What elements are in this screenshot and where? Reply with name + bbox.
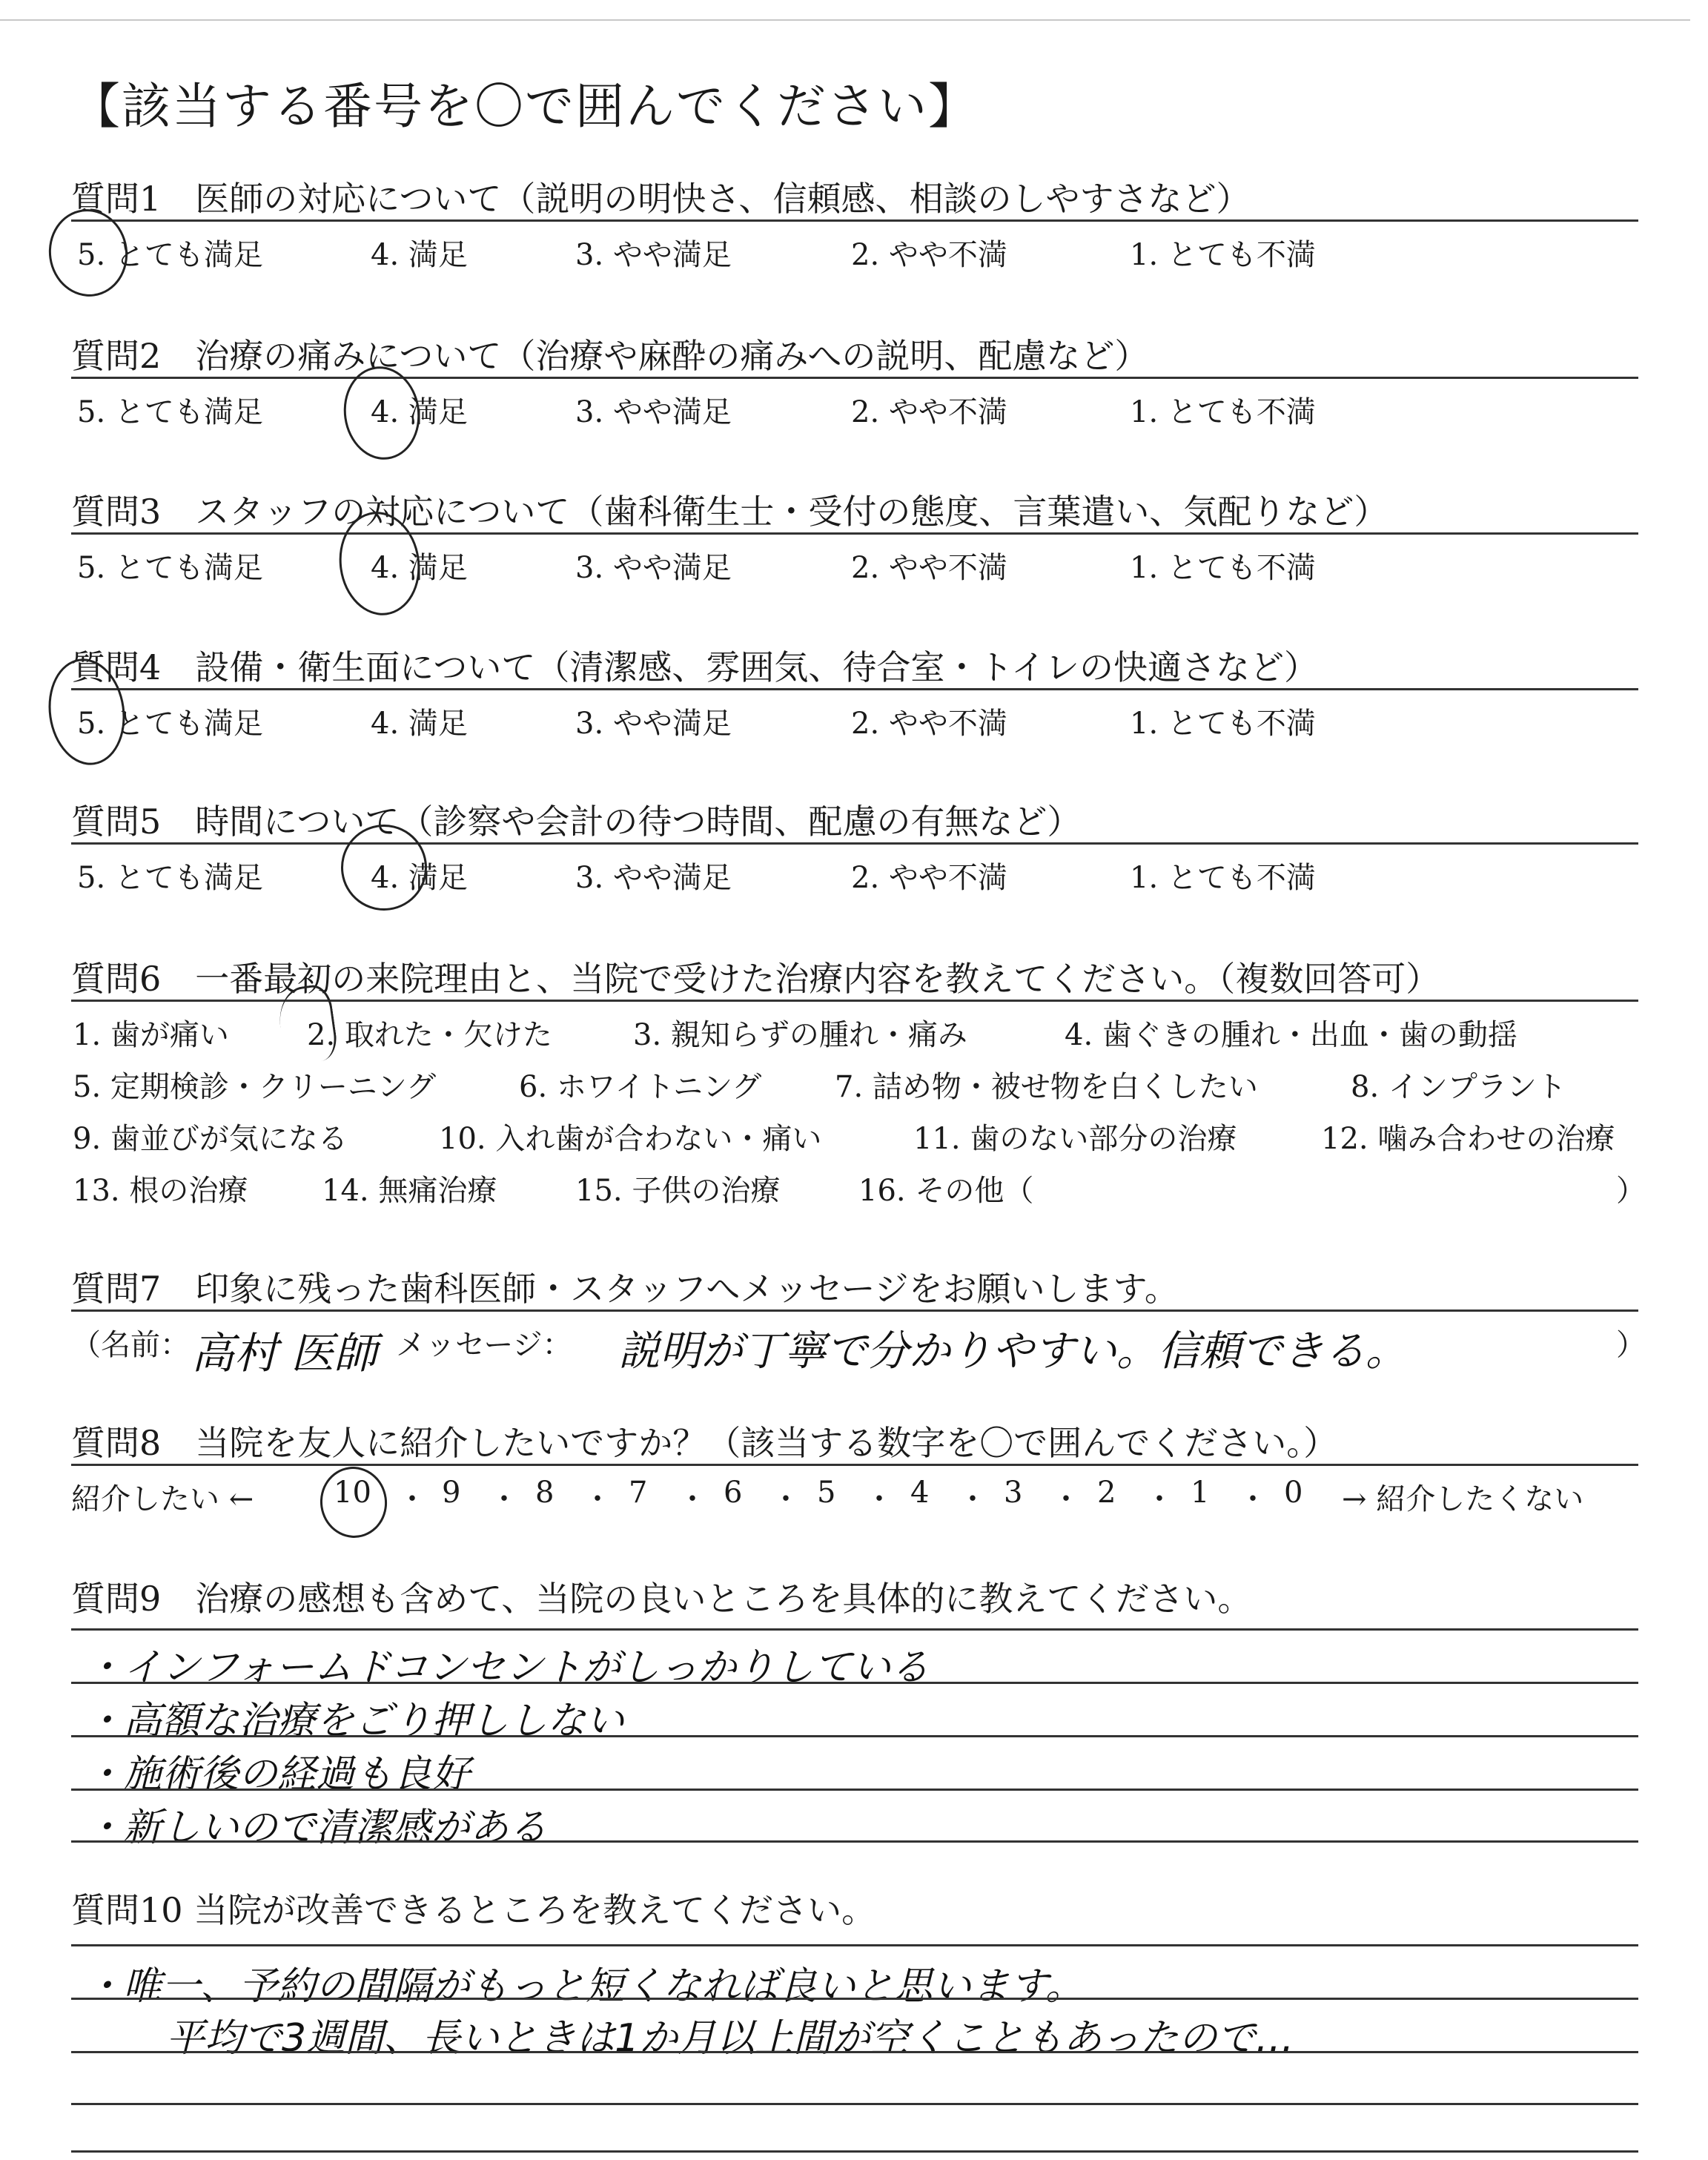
q1-option-1[interactable]: 1. とても不満 xyxy=(1130,238,1316,272)
q10-line xyxy=(71,2103,1638,2105)
q3-rule xyxy=(71,532,1638,535)
q3-option-1[interactable]: 1. とても不満 xyxy=(1130,551,1316,585)
q6-option-10[interactable]: 10. 入れ歯が合わない・痛い xyxy=(439,1122,822,1156)
q6-title: 質問6 一番最初の来院理由と、当院で受けた治療内容を教えてください。（複数回答可） xyxy=(71,959,1440,999)
q8-separator: ・ xyxy=(397,1482,427,1516)
q8-separator: ・ xyxy=(864,1482,894,1516)
q8-separator: ・ xyxy=(678,1482,707,1516)
q8-scale-5[interactable]: 5 xyxy=(817,1476,836,1510)
q8-selection-circle xyxy=(316,1462,391,1542)
q6-option-1[interactable]: 1. 歯が痛い xyxy=(73,1018,229,1052)
q2-option-3[interactable]: 3. やや満足 xyxy=(575,395,732,429)
q9-line xyxy=(71,1840,1638,1843)
q10-line xyxy=(71,2051,1638,2053)
q3-title: 質問3 スタッフの対応について（歯科衛生士・受付の態度、言葉遣い、気配りなど） xyxy=(71,492,1388,532)
q7-name-handwriting[interactable]: 高村 医師 xyxy=(191,1328,377,1378)
q6-option-4[interactable]: 4. 歯ぐきの腫れ・出血・歯の動揺 xyxy=(1065,1018,1517,1052)
form-header: 【該当する番号を〇で囲んでください】 xyxy=(71,78,979,135)
q6-option-15[interactable]: 15. 子供の治療 xyxy=(575,1174,781,1208)
q5-option-3[interactable]: 3. やや満足 xyxy=(575,861,732,895)
q2-option-2[interactable]: 2. やや不満 xyxy=(851,395,1007,429)
q7-rule xyxy=(71,1309,1638,1312)
q4-option-5[interactable]: 5. とても満足 xyxy=(77,707,263,741)
q8-separator: ・ xyxy=(958,1482,987,1516)
q6-option-12[interactable]: 12. 噛み合わせの治療 xyxy=(1321,1122,1615,1156)
q5-title: 質問5 時間について（診察や会計の待つ時間、配慮の有無など） xyxy=(71,802,1082,842)
q8-left-label: 紹介したい ← xyxy=(71,1482,254,1516)
q8-separator: ・ xyxy=(583,1482,612,1516)
q9-line xyxy=(71,1735,1638,1737)
q3-option-5[interactable]: 5. とても満足 xyxy=(77,551,263,585)
q9-line xyxy=(71,1628,1638,1631)
q1-option-3[interactable]: 3. やや満足 xyxy=(575,238,732,272)
q6-option-11[interactable]: 11. 歯のない部分の治療 xyxy=(913,1122,1237,1156)
q2-rule xyxy=(71,377,1638,379)
q9-answer-4[interactable]: ・新しいので清潔感がある xyxy=(85,1806,548,1850)
q5-rule xyxy=(71,842,1638,845)
q8-scale-4[interactable]: 4 xyxy=(910,1476,930,1510)
q4-option-4[interactable]: 4. 満足 xyxy=(371,707,468,741)
q4-title: 質問4 設備・衛生面について（清潔感、雰囲気、待合室・トイレの快適さなど） xyxy=(71,647,1319,687)
q8-scale-1[interactable]: 1 xyxy=(1191,1476,1210,1510)
q4-rule xyxy=(71,688,1638,690)
q4-option-2[interactable]: 2. やや不満 xyxy=(851,707,1007,741)
q10-line xyxy=(71,2150,1638,2153)
q9-answer-3[interactable]: ・施術後の経過も良好 xyxy=(85,1752,471,1797)
q8-scale-8[interactable]: 8 xyxy=(535,1476,555,1510)
q8-right-label: → 紹介したくない xyxy=(1342,1482,1584,1516)
q1-option-5[interactable]: 5. とても満足 xyxy=(77,238,263,272)
q1-title: 質問1 医師の対応について（説明の明快さ、信頼感、相談のしやすさなど） xyxy=(71,179,1251,219)
q4-option-1[interactable]: 1. とても不満 xyxy=(1130,707,1316,741)
q8-separator: ・ xyxy=(1051,1482,1081,1516)
q8-separator: ・ xyxy=(1238,1482,1268,1516)
q6-option-14[interactable]: 14. 無痛治療 xyxy=(322,1174,497,1208)
q1-rule xyxy=(71,219,1638,222)
q10-answer-2[interactable]: 平均で3週間、長いときは1か月以上間が空くこともあったので… xyxy=(166,2016,1294,2061)
q1-option-2[interactable]: 2. やや不満 xyxy=(851,238,1007,272)
q7-message-handwriting[interactable]: 説明が丁寧で分かりやすい。信頼できる。 xyxy=(618,1327,1407,1375)
q7-close-paren: ） xyxy=(1616,1328,1646,1362)
q6-option-5[interactable]: 5. 定期検診・クリーニング xyxy=(73,1070,437,1104)
q9-line xyxy=(71,1789,1638,1791)
scan-edge xyxy=(0,19,1690,21)
q6-option-9[interactable]: 9. 歯並びが気になる xyxy=(73,1122,348,1156)
q6-option-7[interactable]: 7. 詰め物・被せ物を白くしたい xyxy=(835,1070,1258,1104)
q3-option-2[interactable]: 2. やや不満 xyxy=(851,551,1007,585)
q8-scale-3[interactable]: 3 xyxy=(1004,1476,1023,1510)
q8-title: 質問8 当院を友人に紹介したいですか？（該当する数字を〇で囲んでください。） xyxy=(71,1423,1338,1463)
q9-title: 質問9 治療の感想も含めて、当院の良いところを具体的に教えてください。 xyxy=(71,1579,1252,1619)
q7-name-label: （名前： xyxy=(71,1328,190,1362)
q2-title: 質問2 治療の痛みについて（治療や麻酔の痛みへの説明、配慮など） xyxy=(71,336,1149,376)
q2-option-1[interactable]: 1. とても不満 xyxy=(1130,395,1316,429)
q6-option-3[interactable]: 3. 親知らずの腫れ・痛み xyxy=(633,1018,967,1052)
q8-scale-0[interactable]: 0 xyxy=(1284,1476,1303,1510)
q8-scale-9[interactable]: 9 xyxy=(442,1476,461,1510)
q5-option-1[interactable]: 1. とても不満 xyxy=(1130,861,1316,895)
q9-answer-1[interactable]: ・インフォームドコンセントがしっかりしている xyxy=(85,1645,930,1690)
q5-option-4[interactable]: 4. 満足 xyxy=(371,861,468,895)
q8-scale-10[interactable]: 10 xyxy=(334,1476,371,1510)
q10-title: 質問10 当院が改善できるところを教えてください。 xyxy=(71,1890,876,1930)
q8-scale-2[interactable]: 2 xyxy=(1097,1476,1116,1510)
q3-option-3[interactable]: 3. やや満足 xyxy=(575,551,732,585)
q9-answer-2[interactable]: ・高額な治療をごり押ししない xyxy=(85,1699,625,1743)
q7-title: 質問7 印象に残った歯科医師・スタッフへメッセージをお願いします。 xyxy=(71,1269,1179,1309)
q6-option-16[interactable]: 16. その他（ xyxy=(858,1174,1034,1208)
q8-separator: ・ xyxy=(771,1482,801,1516)
q2-option-4[interactable]: 4. 満足 xyxy=(371,395,468,429)
q8-separator: ・ xyxy=(489,1482,519,1516)
q5-option-2[interactable]: 2. やや不満 xyxy=(851,861,1007,895)
q7-message-label: メッセージ： xyxy=(396,1328,572,1362)
q5-option-5[interactable]: 5. とても満足 xyxy=(77,861,263,895)
q6-option-13[interactable]: 13. 根の治療 xyxy=(73,1174,248,1208)
q8-scale-6[interactable]: 6 xyxy=(724,1476,743,1510)
q8-separator: ・ xyxy=(1145,1482,1174,1516)
q6-other-close-paren: ） xyxy=(1616,1174,1646,1208)
q10-answer-1[interactable]: ・唯一、予約の間隔がもっと短くなれば良いと思います。 xyxy=(85,1964,1084,2009)
q6-option-2[interactable]: 2. 取れた・欠けた xyxy=(307,1018,552,1052)
q9-line xyxy=(71,1682,1638,1684)
q6-option-6[interactable]: 6. ホワイトニング xyxy=(519,1070,762,1104)
q8-rule xyxy=(71,1464,1638,1466)
q10-line xyxy=(71,1998,1638,2000)
q6-option-8[interactable]: 8. インプラント xyxy=(1351,1070,1566,1104)
q10-line xyxy=(71,1944,1638,1946)
q4-option-3[interactable]: 3. やや満足 xyxy=(575,707,732,741)
q3-option-4[interactable]: 4. 満足 xyxy=(371,551,468,585)
q1-option-4[interactable]: 4. 満足 xyxy=(371,238,468,272)
q2-option-5[interactable]: 5. とても満足 xyxy=(77,395,263,429)
q8-scale-7[interactable]: 7 xyxy=(629,1476,648,1510)
